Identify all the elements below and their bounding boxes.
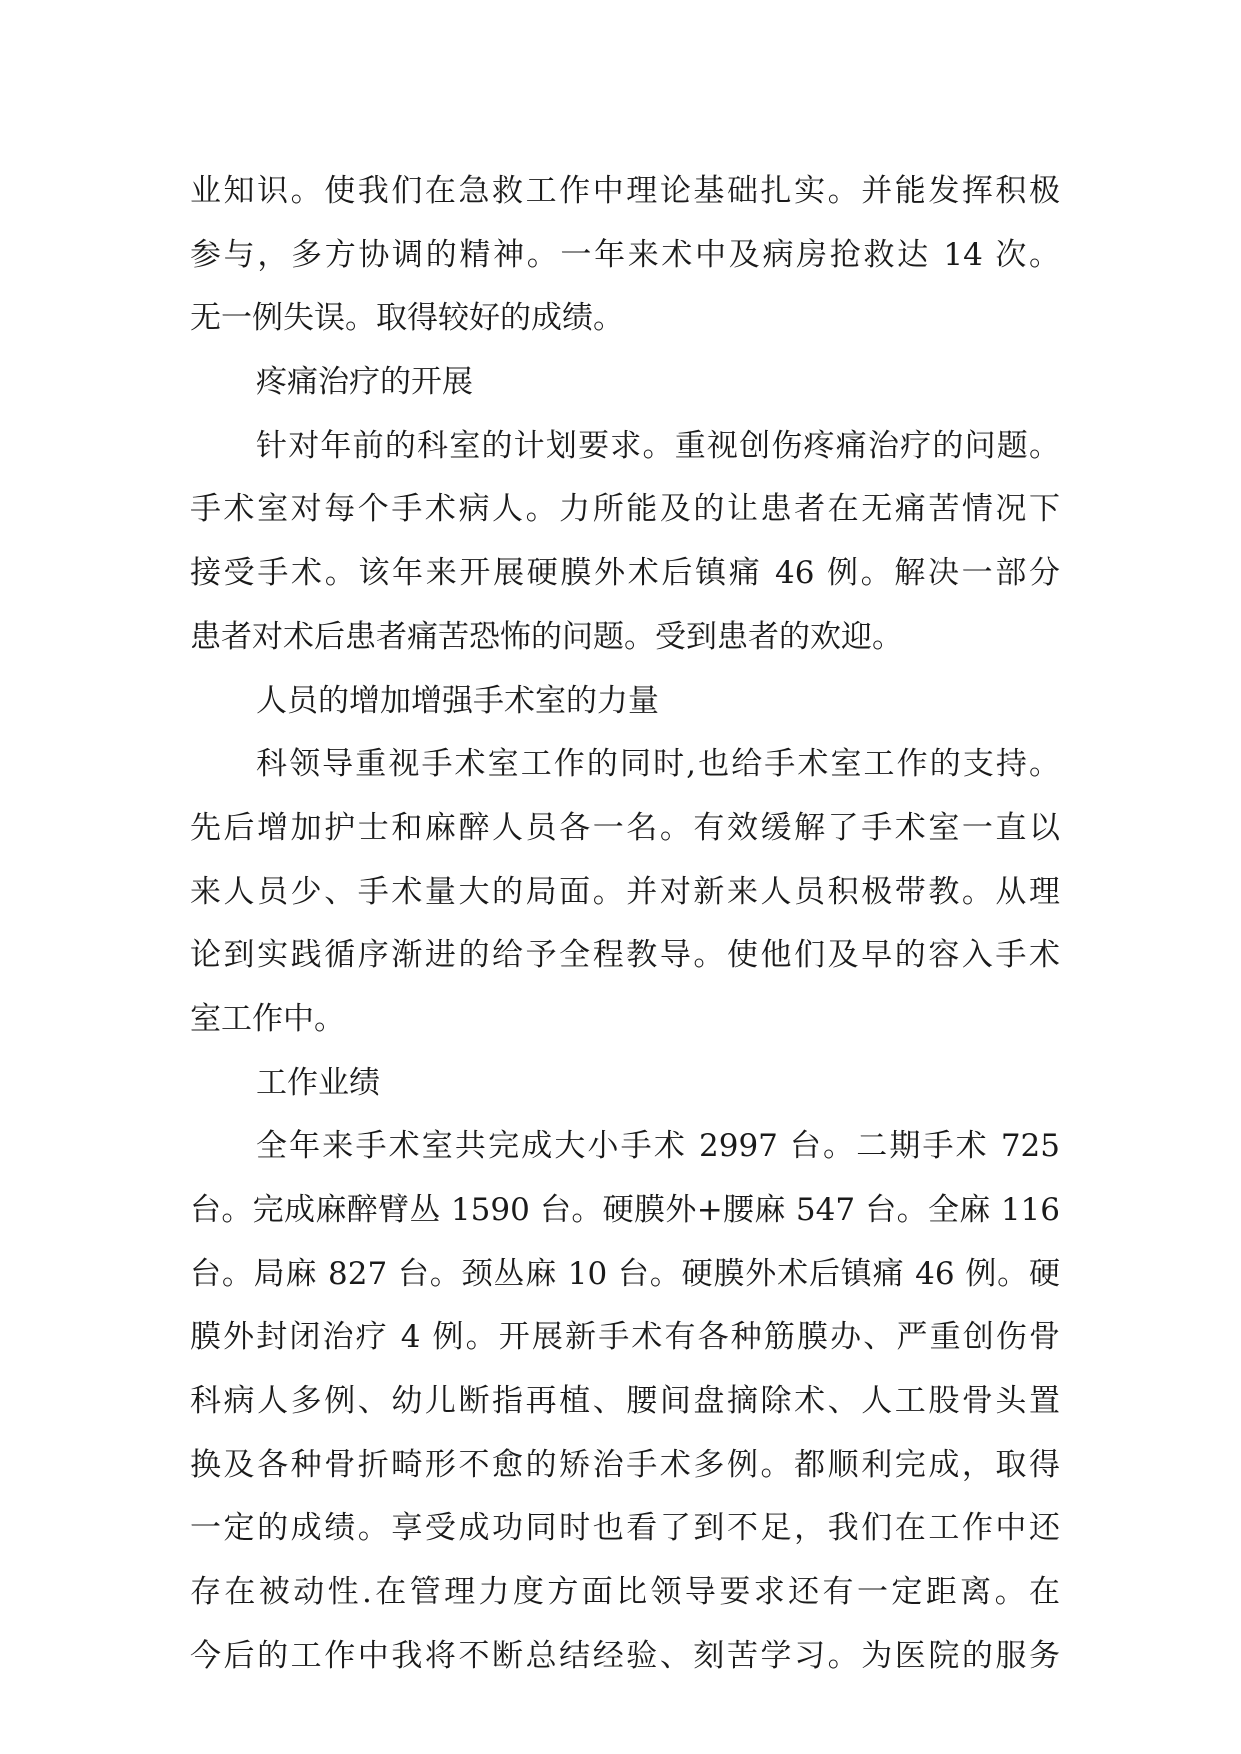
paragraph-line: 室工作中。 <box>190 1000 345 1037</box>
paragraph-line: 无一例失误。取得较好的成绩。 <box>190 300 624 337</box>
paragraph-line: 科病人多例、幼儿断指再植、腰间盘摘除术、人工股骨头置 <box>190 1383 1060 1420</box>
paragraph-line: 科领导重视手术室工作的同时,也给手术室工作的支持。 <box>256 746 1060 783</box>
paragraph-line: 手术室对每个手术病人。力所能及的让患者在无痛苦情况下 <box>190 491 1060 528</box>
paragraph-line: 针对年前的科室的计划要求。重视创伤疼痛治疗的问题。 <box>256 427 1060 464</box>
section-heading-pain-treatment: 疼痛治疗的开展 <box>256 364 473 401</box>
paragraph-line: 一定的成绩。享受成功同时也看了到不足，我们在工作中还 <box>190 1510 1060 1547</box>
paragraph-line: 台。完成麻醉臂丛 1590 台。硬膜外+腰麻 547 台。全麻 116 <box>190 1192 1060 1228</box>
paragraph-line: 论到实践循序渐进的给予全程教导。使他们及早的容入手术 <box>190 937 1060 974</box>
paragraph-line: 台。局麻 827 台。颈丛麻 10 台。硬膜外术后镇痛 46 例。硬 <box>190 1255 1060 1292</box>
paragraph-line: 来人员少、手术量大的局面。并对新来人员积极带教。从理 <box>190 873 1060 910</box>
paragraph-line: 全年来手术室共完成大小手术 2997 台。二期手术 725 <box>256 1128 1060 1165</box>
section-heading-performance: 工作业绩 <box>256 1064 380 1101</box>
paragraph-line: 今后的工作中我将不断总结经验、刻苦学习。为医院的服务 <box>190 1637 1060 1674</box>
paragraph-line: 参与，多方协调的精神。一年来术中及病房抢救达 14 次。 <box>190 236 1060 273</box>
paragraph-line: 患者对术后患者痛苦恐怖的问题。受到患者的欢迎。 <box>190 618 903 655</box>
paragraph-line: 膜外封闭治疗 4 例。开展新手术有各种筋膜办、严重创伤骨 <box>190 1319 1060 1356</box>
paragraph-line: 接受手术。该年来开展硬膜外术后镇痛 46 例。解决一部分 <box>190 555 1060 592</box>
paragraph-line: 业知识。使我们在急救工作中理论基础扎实。并能发挥积极 <box>190 173 1060 209</box>
document-body <box>190 160 1060 1689</box>
paragraph-line: 先后增加护士和麻醉人员各一名。有效缓解了手术室一直以 <box>190 809 1060 846</box>
paragraph-line: 换及各种骨折畸形不愈的矫治手术多例。都顺利完成，取得 <box>190 1446 1060 1483</box>
paragraph-line: 存在被动性.在管理力度方面比领导要求还有一定距离。在 <box>190 1574 1060 1611</box>
section-heading-staff: 人员的增加增强手术室的力量 <box>256 682 659 719</box>
